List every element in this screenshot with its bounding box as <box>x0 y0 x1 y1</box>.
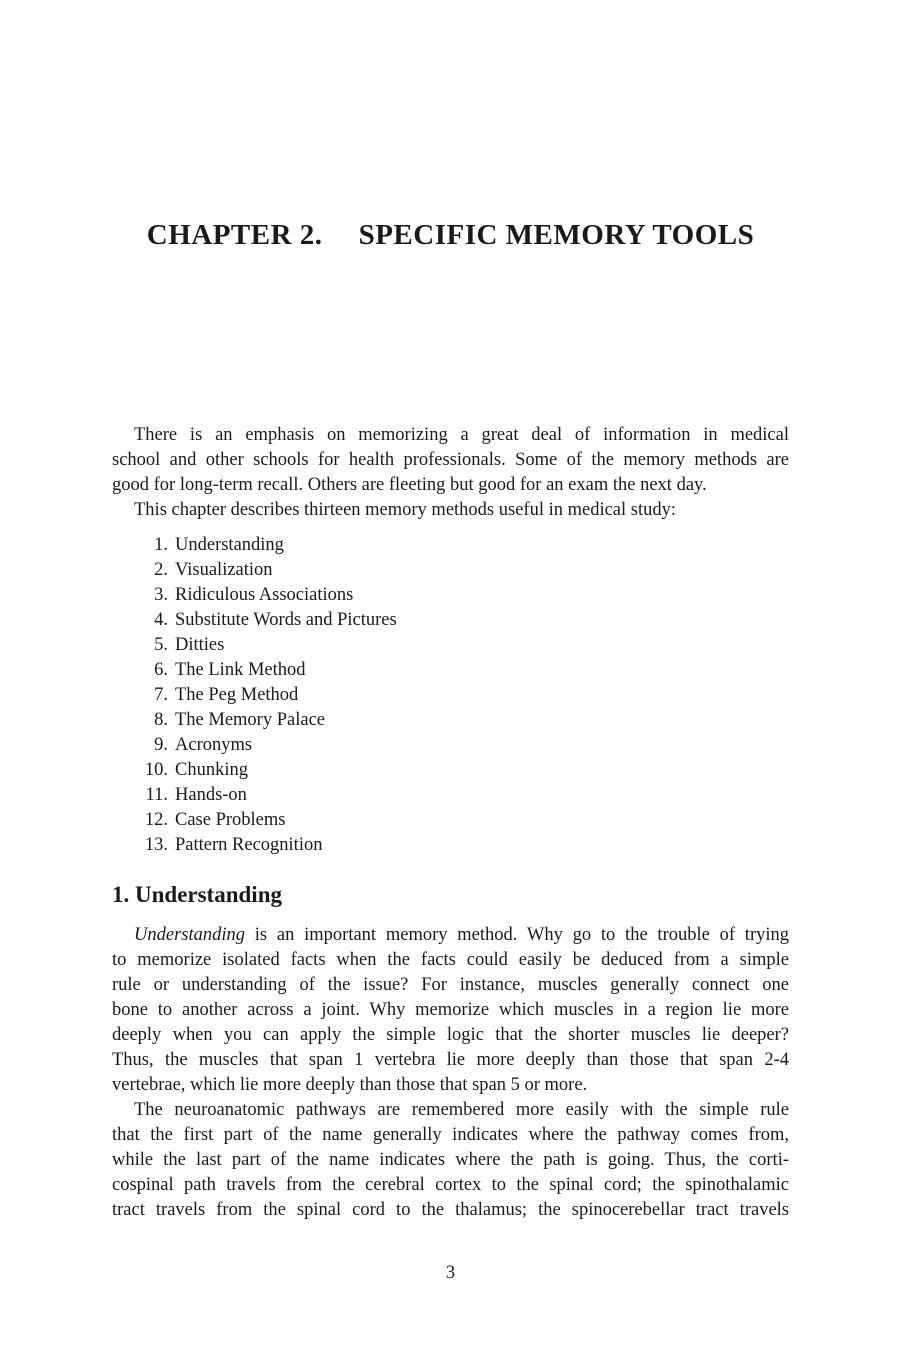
list-item-label: Case Problems <box>175 810 286 830</box>
list-item-number: 11. <box>145 785 168 805</box>
intro-paragraph-1 <box>112 423 789 498</box>
text-line: cospinal path travels from the cerebral cortex to the spinal cord; the spinothalamic <box>112 1175 789 1195</box>
list-item-number: 2. <box>154 560 168 580</box>
list-item-number: 13. <box>144 835 168 855</box>
list-item-label: Ridiculous Associations <box>175 585 354 605</box>
list-item-number: 3. <box>154 585 168 605</box>
text-line: tract travels from the spinal cord to the thalamus; the spinocerebellar tract travels <box>112 1200 789 1220</box>
list-item-number: 12. <box>144 810 168 830</box>
list-item-label: The Memory Palace <box>175 710 325 730</box>
list-item-label: Acronyms <box>175 735 253 755</box>
text-line: This chapter describes thirteen memory methods useful in medical study: <box>134 500 677 520</box>
list-item-number: 5. <box>154 635 168 655</box>
chapter-title: SPECIFIC MEMORY TOOLS <box>358 219 755 251</box>
list-item-label: Substitute Words and Pictures <box>175 610 397 630</box>
memory-methods-list <box>112 533 789 858</box>
section-paragraph-2 <box>112 1098 789 1223</box>
list-item-label: Hands-on <box>175 785 247 805</box>
italic-lead-word: Understanding <box>134 925 245 945</box>
list-item-label: The Link Method <box>175 660 306 680</box>
text-line: vertebrae, which lie more deeply than those that span 5 or more. <box>112 1075 588 1095</box>
list-item-label: The Peg Method <box>175 685 299 705</box>
list-item-label: Ditties <box>175 635 225 655</box>
list-item-label: Visualization <box>175 560 273 580</box>
text-line: The neuroanatomic pathways are remembered more easily with the simple rule <box>134 1100 789 1120</box>
text-line: rule or understanding of the issue? For instance, muscles generally connect one <box>112 975 789 995</box>
text-line: There is an emphasis on memorizing a great deal of information in medical <box>134 425 789 445</box>
text-line <box>112 923 789 948</box>
list-item <box>112 633 789 658</box>
list-item-number: 8. <box>154 710 168 730</box>
list-item <box>112 533 789 558</box>
list-item <box>112 783 789 808</box>
chapter-label: CHAPTER 2. <box>146 219 323 251</box>
text-line: school and other schools for health professionals. Some of the memory methods are <box>112 450 789 470</box>
page-number: 3 <box>445 1263 456 1283</box>
text-line: deeply when you can apply the simple logic that the shorter muscles lie deeper? <box>112 1025 789 1045</box>
text-line: that the first part of the name generally indicates where the pathway comes from, <box>112 1125 789 1145</box>
list-item <box>112 608 789 633</box>
text-line-rest: is an important memory method. Why go to the trouble of trying <box>245 925 789 945</box>
text-line: bone to another across a joint. Why memorize which muscles in a region lie more <box>112 1000 789 1020</box>
list-item-label: Chunking <box>175 760 248 780</box>
intro-block <box>112 423 789 523</box>
list-item-number: 4. <box>154 610 168 630</box>
list-item-number: 9. <box>154 735 168 755</box>
text-line: to memorize isolated facts when the facts could easily be deduced from a simple <box>112 950 789 970</box>
section-body-block <box>112 923 789 1223</box>
list-item <box>112 708 789 733</box>
list-item-number: 6. <box>154 660 168 680</box>
intro-paragraph-2 <box>112 498 789 523</box>
list-item <box>112 658 789 683</box>
text-line: while the last part of the name indicates where the path is going. Thus, the corti- <box>112 1150 789 1170</box>
text-line: good for long-term recall. Others are fleeting but good for an exam the next day. <box>112 475 707 495</box>
section-paragraph-1 <box>112 923 789 1098</box>
list-item-label: Pattern Recognition <box>175 835 323 855</box>
list-item <box>112 683 789 708</box>
list-item <box>112 833 789 858</box>
list-item <box>112 583 789 608</box>
list-item-label: Understanding <box>175 535 284 555</box>
section-heading: 1. Understanding <box>112 882 282 907</box>
list-item-number: 7. <box>154 685 168 705</box>
list-item-number: 1. <box>154 535 168 555</box>
chapter-heading <box>0 219 901 251</box>
list-item-number: 10. <box>144 760 168 780</box>
list-item <box>112 758 789 783</box>
text-line: Thus, the muscles that span 1 vertebra lie more deeply than those that span 2-4 <box>112 1050 789 1070</box>
list-item <box>112 733 789 758</box>
list-item <box>112 558 789 583</box>
list-item <box>112 808 789 833</box>
